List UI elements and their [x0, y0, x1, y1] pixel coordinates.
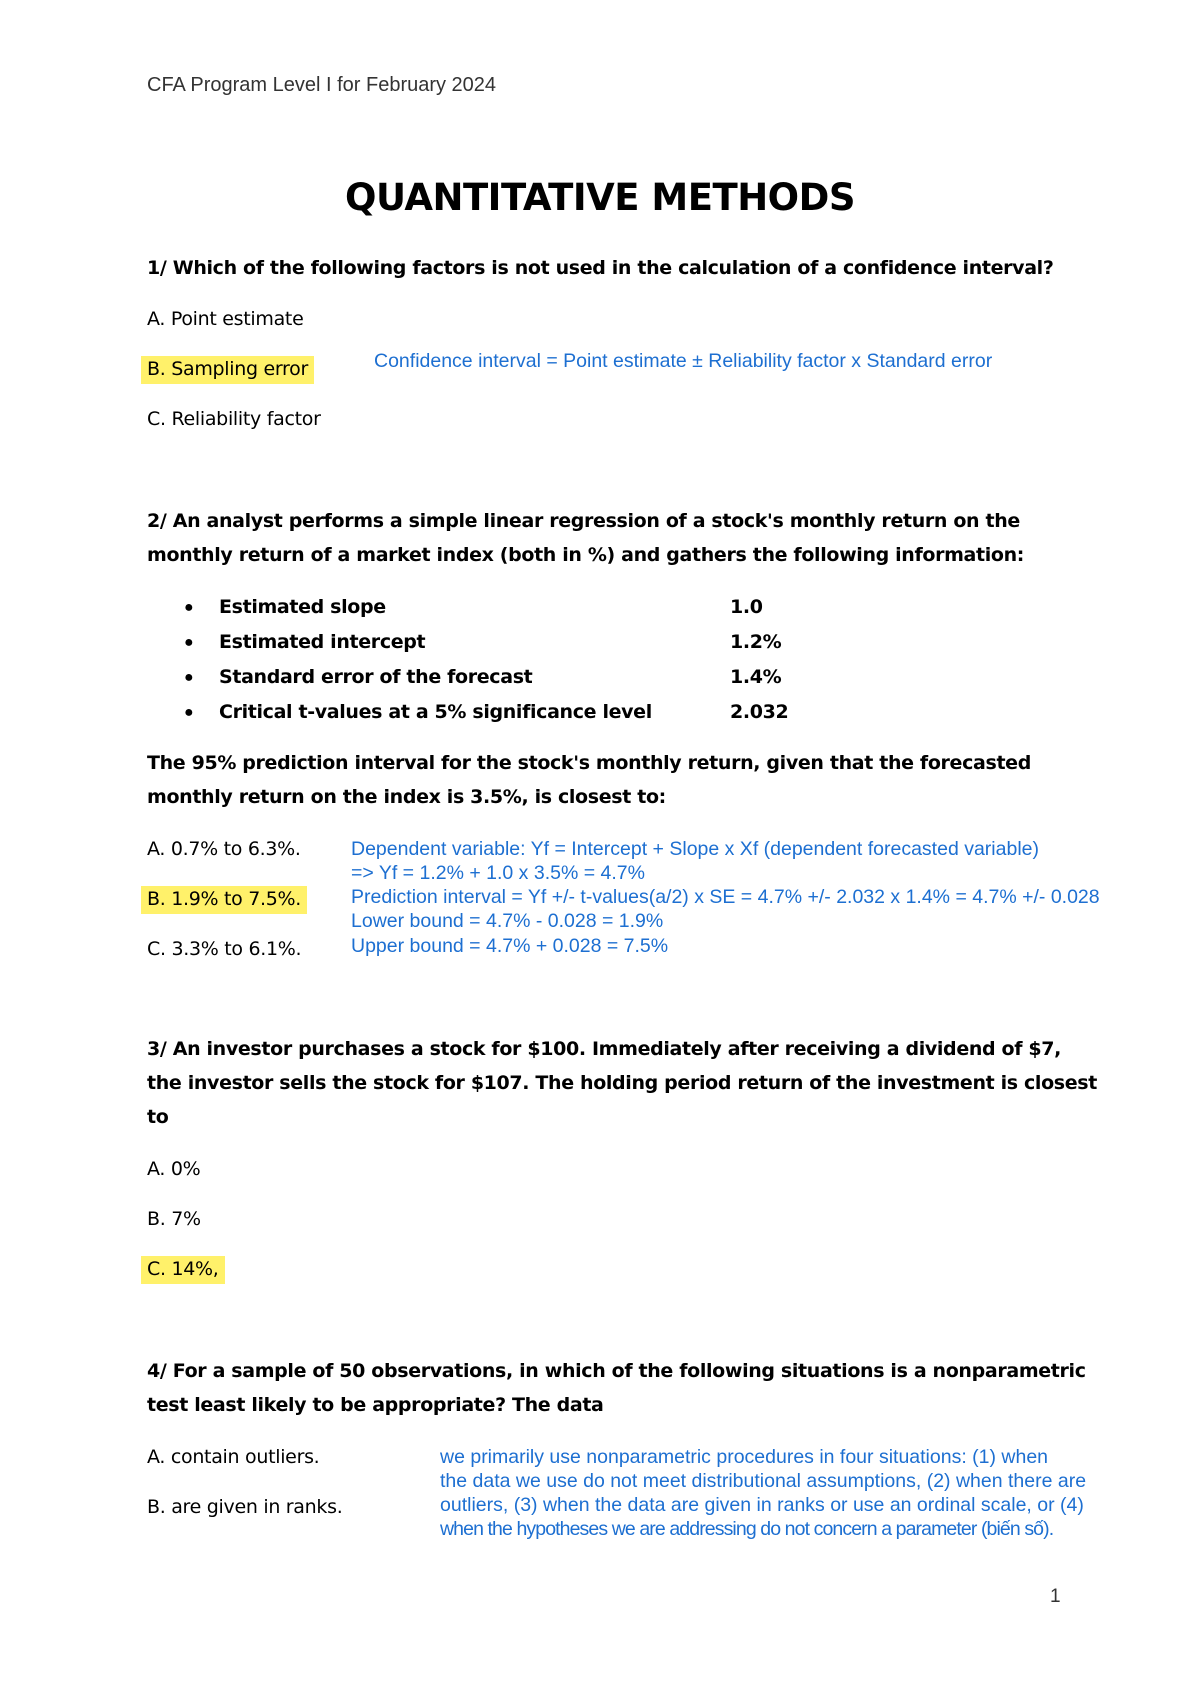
question-4-line-1: 4/ For a sample of 50 observations, in which of the following situations is a nonparametric	[147, 1360, 1086, 1382]
q3-option-a: A. 0%	[147, 1158, 201, 1180]
q2-option-a: A. 0.7% to 6.3%.	[147, 838, 301, 860]
q3-option-c-highlight: C. 14%,	[141, 1256, 225, 1284]
page-header: CFA Program Level I for February 2024	[147, 74, 497, 96]
q2-prompt-line-2: monthly return on the index is 3.5%, is closest to:	[147, 786, 666, 808]
q2-fact-value: 1.4%	[730, 666, 782, 688]
q4-note-line: outliers, (3) when the data are given in ranks or use an ordinal scale, or (4)	[440, 1494, 1084, 1516]
page-title: QUANTITATIVE METHODS	[344, 176, 855, 219]
q2-note-line: Prediction interval = Yf +/- t-values(a/2) x SE = 4.7% +/- 2.032 x 1.4% = 4.7% +/- 0.028	[351, 886, 1100, 908]
q2-fact-label: Critical t-values at a 5% significance level	[219, 701, 652, 723]
question-3-line-1: 3/ An investor purchases a stock for $100. Immediately after receiving a dividend of $7,	[147, 1038, 1062, 1060]
question-2-line-1: 2/ An analyst performs a simple linear regression of a stock's monthly return on the	[147, 510, 1020, 532]
bullet-icon: ●	[184, 634, 194, 651]
q1-explanation-note: Confidence interval = Point estimate ± Reliability factor x Standard error	[374, 350, 993, 372]
question-1-text: 1/ Which of the following factors is not used in the calculation of a confidence interval?	[147, 257, 1054, 279]
bullet-icon: ●	[184, 704, 194, 721]
q1-option-c: C. Reliability factor	[147, 408, 321, 430]
q2-note-line: Dependent variable: Yf = Intercept + Slope x Xf (dependent forecasted variable)	[351, 838, 1039, 860]
q3-option-b: B. 7%	[147, 1208, 201, 1230]
q4-option-b: B. are given in ranks.	[147, 1496, 343, 1518]
q1-option-a: A. Point estimate	[147, 308, 304, 330]
q2-fact-value: 2.032	[730, 701, 789, 723]
bullet-icon: ●	[184, 669, 194, 686]
q4-note-line: when the hypotheses we are addressing do not concern a parameter (biến số).	[440, 1518, 1054, 1540]
q3-option-c	[147, 1258, 225, 1280]
q2-option-b-highlight: B. 1.9% to 7.5%.	[141, 886, 307, 914]
q4-note-line: the data we use do not meet distributional assumptions, (2) when there are	[440, 1470, 1087, 1492]
page-number: 1	[1050, 1586, 1061, 1607]
question-2-line-2: monthly return of a market index (both in %) and gathers the following information:	[147, 544, 1025, 566]
q2-option-b	[147, 888, 307, 910]
q2-fact-value: 1.0	[730, 596, 763, 618]
bullet-icon: ●	[184, 599, 194, 616]
q1-option-b	[147, 358, 314, 380]
q2-fact-label: Standard error of the forecast	[219, 666, 533, 688]
q2-fact-label: Estimated intercept	[219, 631, 426, 653]
q2-prompt-line-1: The 95% prediction interval for the stock's monthly return, given that the forecasted	[147, 752, 1031, 774]
question-3-line-2: the investor sells the stock for $107. The holding period return of the investment is closest	[147, 1072, 1097, 1094]
q4-note-line: we primarily use nonparametric procedures in four situations: (1) when	[440, 1446, 1049, 1468]
q2-note-line: Lower bound = 4.7% - 0.028 = 1.9%	[351, 910, 664, 932]
q2-fact-value: 1.2%	[730, 631, 782, 653]
q4-option-a: A. contain outliers.	[147, 1446, 320, 1468]
q1-option-b-highlight: B. Sampling error	[141, 356, 314, 384]
question-3-line-3: to	[147, 1106, 169, 1128]
question-4-line-2: test least likely to be appropriate? The data	[147, 1394, 604, 1416]
q2-option-c: C. 3.3% to 6.1%.	[147, 938, 302, 960]
q2-fact-label: Estimated slope	[219, 596, 386, 618]
q2-note-line: => Yf = 1.2% + 1.0 x 3.5% = 4.7%	[351, 862, 645, 884]
q2-note-line: Upper bound = 4.7% + 0.028 = 7.5%	[351, 935, 669, 957]
